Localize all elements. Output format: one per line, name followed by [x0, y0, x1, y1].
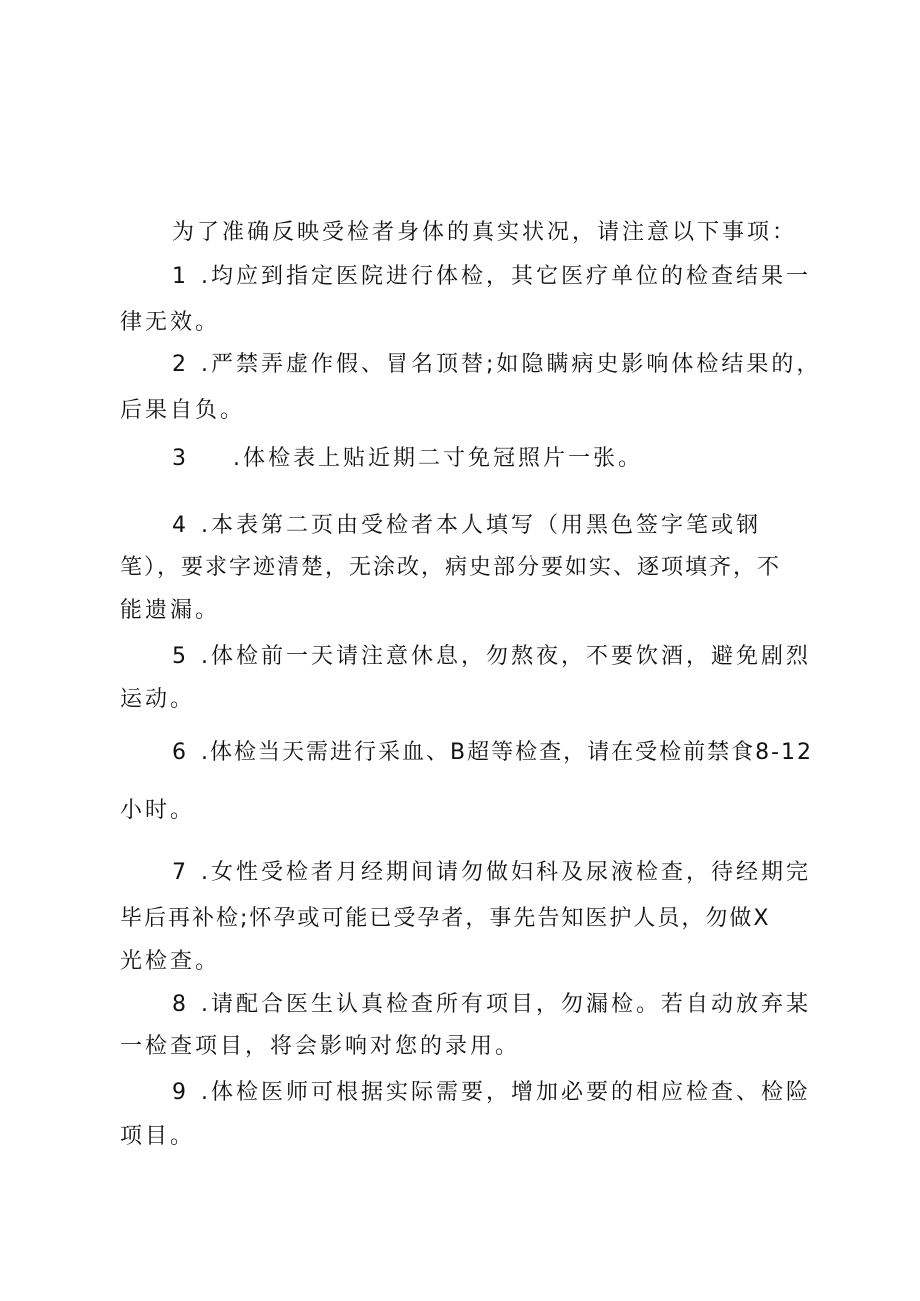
item-1-number: 1	[172, 264, 189, 289]
item-5-line-1	[172, 643, 811, 671]
item-2-number: 2	[172, 352, 189, 377]
item-9-text-1: .体检医师可根据实际需要，增加必要的相应检查、检险	[201, 1080, 811, 1105]
item-1-line-2: 律无效。	[120, 310, 221, 335]
intro-text: 为了准确反映受检者身体的真实状况，请注意以下事项：	[172, 220, 798, 245]
item-2-line-2: 后果自负。	[120, 398, 246, 423]
item-1-line-1	[172, 263, 811, 291]
item-4-number: 4	[172, 513, 189, 538]
item-8-line-1	[172, 991, 811, 1019]
item-7-line-1	[172, 859, 811, 887]
item-6-text-1: .体检当天需进行采血、B超等检查，请在受检前禁食8-12	[201, 740, 814, 765]
item-7-text-1: .女性受检者月经期间请勿做妇科及尿液检查，待经期完	[201, 860, 811, 885]
item-4-text-1: .本表第二页由受检者本人填写（用黑色签字笔或钢	[201, 513, 761, 538]
item-5-line-2: 运动。	[120, 687, 196, 712]
item-8-line-2: 一检查项目，将会影响对您的录用。	[120, 1034, 521, 1059]
item-2-text-1: .严禁弄虚作假、冒名顶替;如隐瞒病史影响体检结果的，	[201, 352, 822, 377]
item-9-line-1	[172, 1079, 811, 1107]
item-4-line-2: 笔），要求字迹清楚，无涂改，病史部分要如实、逐项填齐，不	[120, 555, 782, 580]
item-4-line-1	[172, 512, 761, 540]
item-1-text-1: .均应到指定医院进行体检，其它医疗单位的检查结果一	[201, 264, 811, 289]
item-3-line-1	[172, 445, 643, 473]
item-5-text-1: .体检前一天请注意休息，勿熬夜，不要饮酒，避免剧烈	[201, 644, 811, 669]
item-2-line-1	[172, 351, 821, 379]
item-8-number: 8	[172, 992, 189, 1017]
item-7-number: 7	[172, 860, 189, 885]
item-9-number: 9	[172, 1080, 189, 1105]
item-4-line-3: 能遗漏。	[120, 598, 221, 623]
item-3-number: 3	[172, 446, 189, 471]
item-6-number: 6	[172, 740, 189, 765]
item-7-line-2: 毕后再补检;怀孕或可能已受孕者，事先告知医护人员，勿做X	[120, 906, 771, 931]
item-9-line-2: 项目。	[120, 1124, 196, 1149]
item-6-line-1	[172, 739, 813, 767]
item-8-text-1: .请配合医生认真检查所有项目，勿漏检。若自动放弃某	[201, 992, 811, 1017]
item-7-line-3: 光检查。	[120, 949, 221, 974]
item-6-line-2: 小时。	[120, 798, 196, 823]
item-5-number: 5	[172, 644, 189, 669]
item-3-text-1: .体检表上贴近期二寸免冠照片一张。	[233, 446, 643, 471]
